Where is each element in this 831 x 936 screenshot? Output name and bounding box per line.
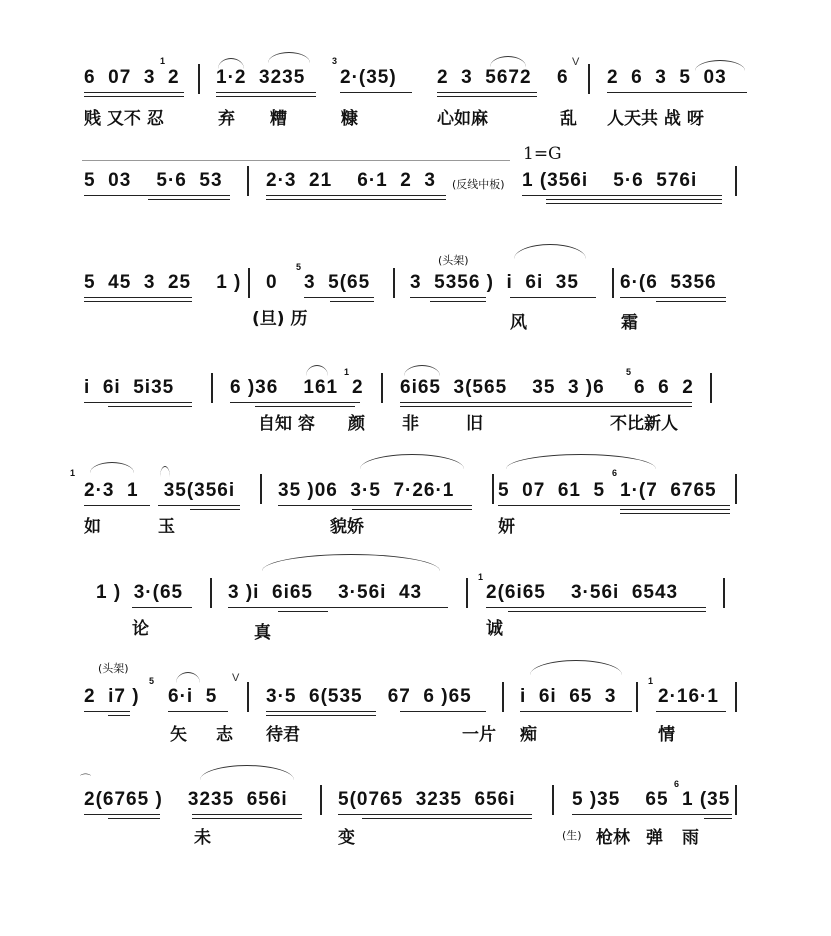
measure-notes: 6 07 3: [84, 67, 156, 88]
lyrics: 玉: [158, 517, 175, 537]
measure-notes: 3 )i 6i65 3·56i 43: [228, 582, 423, 603]
breath-mark: V: [232, 672, 240, 684]
role-marker: (生): [562, 829, 582, 842]
underline: [340, 92, 412, 93]
measure-notes: 2 3 5672: [437, 67, 532, 88]
underline: [108, 715, 130, 716]
bar-line: [612, 268, 614, 298]
underline: [498, 505, 730, 506]
underline: [620, 513, 730, 514]
lyrics: 一片: [462, 725, 496, 745]
underline: [228, 607, 448, 608]
underline: [572, 814, 732, 815]
measure-notes: 5 )35 65: [572, 789, 669, 810]
lyrics: 貌娇: [330, 517, 364, 537]
measure-notes: 1 (356i 5·6 576i: [522, 170, 698, 191]
underline: [352, 509, 472, 510]
underline: [278, 611, 328, 612]
grace-note: 5: [626, 367, 632, 377]
underline: [190, 509, 240, 510]
measure-notes: 2·16·1: [658, 686, 719, 707]
underline: [148, 199, 230, 200]
underline: [330, 301, 374, 302]
underline: [84, 92, 184, 93]
lyrics: 弃: [218, 109, 235, 129]
lyrics: 风: [510, 313, 527, 333]
lyrics: 如: [84, 517, 101, 537]
slur: [514, 244, 586, 259]
underline: [108, 406, 192, 407]
underline: [400, 406, 692, 407]
measure-notes: 0: [266, 272, 278, 293]
underline: [522, 195, 722, 196]
underline: [510, 297, 596, 298]
underline: [255, 406, 355, 407]
score-system-3: [0, 240, 831, 340]
measure-notes: 2·3 21 6·1 2 3: [266, 170, 436, 191]
measure-notes: i 6i 65 3: [520, 686, 617, 707]
lyrics: 乱: [560, 109, 577, 129]
underline: [84, 711, 130, 712]
underline: [607, 92, 747, 93]
underline: [338, 814, 532, 815]
underline: [266, 715, 376, 716]
lyrics: 不比新人: [610, 414, 678, 434]
bar-line: [247, 166, 249, 196]
measure-notes: 3 5356 ) i 6i 35: [410, 272, 579, 293]
lyrics: 情: [658, 725, 675, 745]
score-system-6: [0, 560, 831, 660]
bar-line: [492, 474, 494, 504]
bar-line: [735, 474, 737, 504]
underline: [437, 92, 537, 93]
measure-notes: 6 )36 161: [230, 377, 339, 398]
lyrics: 痴: [520, 725, 537, 745]
underline: [168, 711, 228, 712]
slur: [176, 672, 200, 683]
measure-notes: 2: [352, 377, 364, 398]
bar-line: [247, 682, 249, 712]
lyrics: 志: [216, 725, 233, 745]
slur: [160, 466, 170, 477]
bar-line: [502, 682, 504, 712]
underline: [84, 297, 192, 298]
lyrics: 自知 容: [258, 414, 315, 434]
underline: [704, 818, 732, 819]
grace-note: 6: [674, 779, 680, 789]
grace-note: 5: [149, 676, 155, 686]
underline: [84, 195, 230, 196]
measure-notes: i 6i 5i35: [84, 377, 175, 398]
underline: [620, 509, 730, 510]
measure-notes: 5 03 5·6 53: [84, 170, 223, 191]
bar-line: [198, 64, 200, 94]
bar-line: [210, 578, 212, 608]
slur: [268, 52, 310, 63]
grace-note: 1: [70, 468, 76, 478]
grace-note: 1: [648, 676, 654, 686]
underline: [486, 607, 706, 608]
slur: [530, 660, 622, 675]
lyrics: 妍: [498, 517, 515, 537]
measure-notes: 3·5 6(535 67 6 )65: [266, 686, 472, 707]
bar-line: [248, 268, 250, 298]
lyrics: 糠: [341, 109, 358, 129]
bar-line: [320, 785, 322, 815]
breath-mark: V: [572, 56, 580, 68]
lyrics: 人天共 战 呀: [607, 109, 704, 129]
measure-notes: 5 45 3 25 1 ): [84, 272, 242, 293]
lyrics: 真: [254, 623, 271, 643]
bar-line: [710, 373, 712, 403]
grace-note: 1: [478, 572, 484, 582]
underline: [656, 711, 726, 712]
underline: [266, 195, 446, 196]
measure-notes: 2(6765 ) 3235 656i: [84, 789, 288, 810]
underline: [192, 818, 302, 819]
measure-notes: 1·2 3235: [216, 67, 306, 88]
score-system-2: [0, 140, 831, 240]
bar-line: [636, 682, 638, 712]
grace-note: 3: [332, 56, 338, 66]
grace-note: 5: [296, 262, 302, 272]
lyrics: 非: [402, 414, 419, 434]
tie-continuation: ⌒: [80, 774, 91, 786]
measure-notes: 6 6 2: [634, 377, 694, 398]
measure-notes: 35 )06 3·5 7·26·1: [278, 480, 455, 501]
bar-line: [381, 373, 383, 403]
slur: [360, 454, 464, 469]
measure-notes: 2: [168, 67, 180, 88]
lyrics: 雨: [682, 828, 699, 848]
lyrics: 待君: [266, 725, 300, 745]
tempo-marking: (反线中板): [452, 178, 505, 191]
lyrics: 诚: [486, 619, 503, 639]
bar-line: [466, 578, 468, 608]
tie-line: [82, 160, 510, 161]
score-system-1: [0, 40, 831, 140]
lyrics: 未: [194, 828, 211, 848]
lyrics: 颜: [348, 414, 365, 434]
bar-line: [260, 474, 262, 504]
measure-notes: 2·(35): [340, 67, 397, 88]
bar-line: [552, 785, 554, 815]
underline: [546, 203, 722, 204]
measure-notes: 2·3 1 35(356i: [84, 480, 236, 501]
slur: [404, 365, 440, 376]
score-system-5: [0, 450, 831, 550]
lyrics: 枪林: [596, 828, 630, 848]
underline: [400, 402, 692, 403]
underline: [84, 402, 192, 403]
underline: [132, 607, 192, 608]
slur: [200, 765, 294, 780]
measure-notes: 6·i 5: [168, 686, 218, 707]
underline: [84, 814, 160, 815]
underline: [656, 301, 726, 302]
lyrics: 旧: [466, 414, 483, 434]
lyrics: 弹: [646, 828, 663, 848]
measure-notes: 2(6i65 3·56i 6543: [486, 582, 679, 603]
bar-line: [393, 268, 395, 298]
lyrics: 糟: [270, 109, 287, 129]
grace-note: 1: [344, 367, 350, 377]
grace-note: 1: [160, 56, 166, 66]
bar-line: [588, 64, 590, 94]
underline: [437, 96, 537, 97]
underline: [430, 301, 486, 302]
slur: [306, 365, 328, 376]
measure-notes: 2 i7 ): [84, 686, 140, 707]
underline: [192, 814, 302, 815]
underline: [410, 297, 486, 298]
underline: [84, 505, 150, 506]
underline: [520, 711, 632, 712]
underline: [400, 711, 486, 712]
instrument-annotation: (头架): [438, 254, 469, 267]
lyrics: 论: [132, 619, 149, 639]
underline: [84, 96, 184, 97]
key-signature: 1=G: [523, 144, 562, 164]
grace-note: 6: [612, 468, 618, 478]
underline: [230, 402, 360, 403]
bar-line: [735, 166, 737, 196]
lyrics: 矢: [170, 725, 187, 745]
underline: [620, 297, 726, 298]
underline: [216, 96, 316, 97]
measure-notes: 5(0765 3235 656i: [338, 789, 516, 810]
underline: [546, 199, 722, 200]
lyrics: 变: [338, 828, 355, 848]
bar-line: [735, 785, 737, 815]
measure-notes: 2 6 3 5 03: [607, 67, 727, 88]
underline: [84, 301, 192, 302]
slur: [262, 554, 440, 571]
bar-line: [211, 373, 213, 403]
slur: [90, 462, 134, 473]
lyrics: 霜: [621, 313, 638, 333]
underline: [362, 818, 532, 819]
lyrics: (旦) 历: [252, 309, 308, 329]
underline: [266, 711, 376, 712]
lyrics: 贱 又不 忍: [84, 109, 164, 129]
score-system-7: [0, 650, 831, 750]
measure-notes: 6i65 3(565 35 3 )6: [400, 377, 605, 398]
measure-notes: 3 5(65: [304, 272, 371, 293]
slur: [490, 56, 526, 67]
instrument-annotation: (头架): [98, 662, 129, 675]
bar-line: [735, 682, 737, 712]
measure-notes: 6: [557, 67, 569, 88]
underline: [278, 505, 472, 506]
underline: [158, 505, 240, 506]
measure-notes: 1 (35: [682, 789, 731, 810]
lyrics: 心如麻: [437, 109, 488, 129]
underline: [266, 199, 446, 200]
underline: [508, 611, 706, 612]
measure-notes: 5 07 61 5: [498, 480, 606, 501]
score-system-8: [0, 755, 831, 855]
slur: [506, 454, 656, 469]
measure-notes: 1·(7 6765: [620, 480, 717, 501]
underline: [304, 297, 374, 298]
bar-line: [723, 578, 725, 608]
measure-notes: 1 ) 3·(65: [96, 582, 184, 603]
underline: [216, 92, 316, 93]
underline: [108, 818, 160, 819]
score-system-4: [0, 355, 831, 455]
measure-notes: 6·(6 5356: [620, 272, 717, 293]
